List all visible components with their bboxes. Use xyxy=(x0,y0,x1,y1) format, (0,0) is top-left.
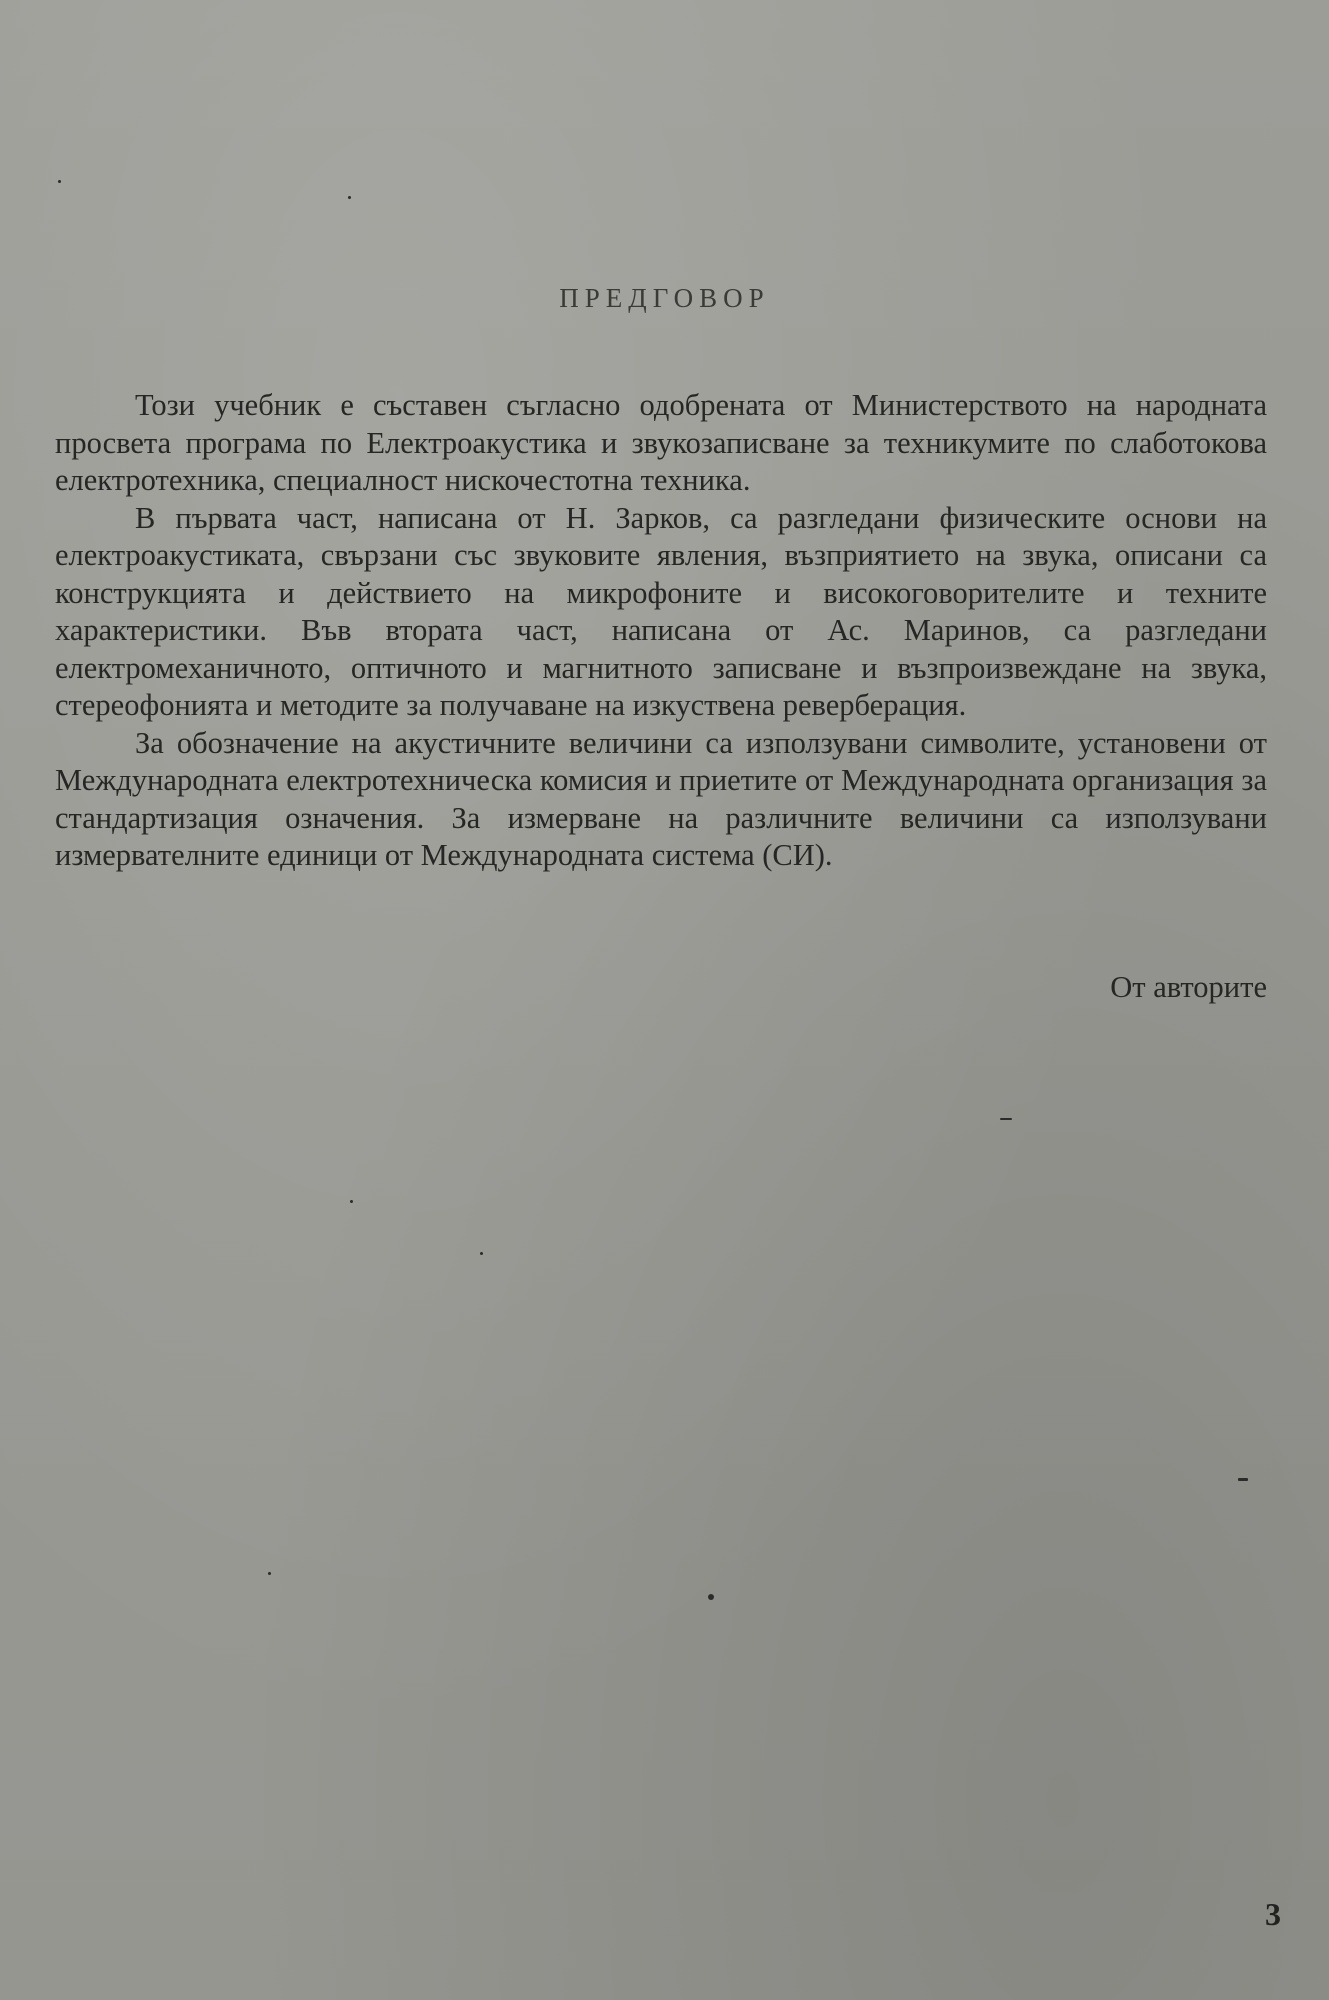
ink-speck xyxy=(350,1200,353,1203)
ink-speck xyxy=(58,180,61,183)
ink-speck xyxy=(1000,1118,1012,1120)
ink-speck xyxy=(708,1594,714,1600)
ink-speck xyxy=(1238,1478,1248,1481)
ink-speck xyxy=(268,1572,271,1575)
page-title: ПРЕДГОВОР xyxy=(559,283,770,313)
signature: От авторите xyxy=(1110,970,1267,1004)
ink-speck xyxy=(348,196,351,199)
page-number: 3 xyxy=(1265,1896,1281,1932)
paragraph-3: За обозначение на акустичните величини са използувани символите, установени от Международната електротехническа комисия и приетите от Международната организация за стандартизация означения. За измерване на различните величини са използувани измервателните единици от Международната система (СИ). xyxy=(55,725,1267,872)
paragraph-1: Този учебник е съставен съгласно одобрената от Министерството на народната просвета програма по Електроакустика и звукозаписване за техникумите по слаботокова електротехника, специалност нискочестотна техника. xyxy=(55,388,1267,497)
paragraph-2: В първата част, написана от Н. Зарков, са разгледани физическите основи на електроакустиката, свързани със звуковите явления, възприятието на звука, описани са конструкцията и действието на микрофоните и високоговорителите и техните характеристики. Във втората част, написана от Ас. Маринов, са разгледани електромеханичното, оптичното и магнитното записване и възпроизвеждане на звука, стереофонията и методите за получаване на изкуствена реверберация. xyxy=(55,500,1267,722)
ink-speck xyxy=(480,1252,483,1255)
preface-body xyxy=(55,387,1267,875)
